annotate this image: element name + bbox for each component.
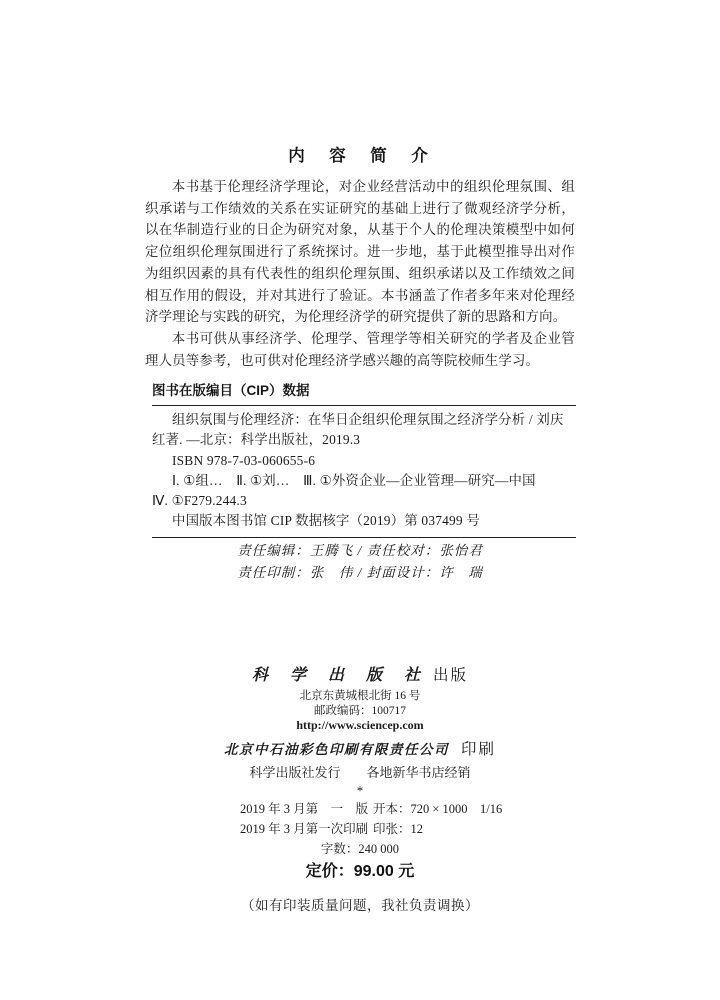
publisher-postcode: 邮政编码：100717 xyxy=(314,704,406,717)
publisher-suffix: 出版 xyxy=(433,667,469,684)
format-size: 开本：720 × 1000 1/16 xyxy=(373,802,503,816)
printing-date: 2019 年 3 月第一次印刷 xyxy=(240,821,369,836)
word-count: 字数：240 000 xyxy=(320,842,400,856)
sheet-count: 印张：12 xyxy=(373,821,424,836)
cip-bottom-rule xyxy=(152,537,576,538)
cip-classification-line-continued: Ⅳ. ①F279.244.3 xyxy=(152,493,247,509)
cip-data-section xyxy=(152,379,576,538)
printer-line xyxy=(0,737,720,759)
edition-format-row xyxy=(240,800,720,839)
printer-script-name: 北京中石油彩色印刷有限责任公司 xyxy=(223,742,449,757)
staff-credits xyxy=(0,540,720,584)
content-summary-section xyxy=(145,142,575,371)
separator-asterisk: * xyxy=(356,783,364,798)
printing-cover-design-line: 责任印制：张 伟 / 封面设计：许 瑞 xyxy=(237,565,483,580)
cip-record-number: 中国版本图书馆 CIP 数据核字（2019）第 037499 号 xyxy=(172,513,480,529)
edition-date: 2019 年 3 月第 一 版 xyxy=(240,802,369,816)
publisher-line xyxy=(0,662,720,685)
publisher-website: http://www.sciencep.com xyxy=(296,718,424,732)
publisher-address: 北京东黄城根北街 16 号 xyxy=(299,690,421,702)
editor-proofreader-line: 责任编辑：王腾飞 / 责任校对：张怡君 xyxy=(237,543,483,558)
cip-title-line: 组织氛围与伦理经济：在华日企组织伦理氛围之经济学分析 / 刘庆 xyxy=(172,412,564,427)
cip-top-rule xyxy=(152,405,576,406)
colophon-section xyxy=(0,662,720,914)
quality-exchange-note: （如有印装质量问题，我社负责调换） xyxy=(241,898,479,913)
cip-classification-line: Ⅰ. ①组… Ⅱ. ①刘… Ⅲ. ①外资企业—企业管理—研究—中国 xyxy=(172,472,536,488)
cip-title-line-continued: 红著. —北京：科学出版社，2019.3 xyxy=(152,432,361,448)
content-summary-title: 内 容 简 介 xyxy=(288,147,432,165)
printer-suffix: 印刷 xyxy=(460,741,496,758)
distribution-line: 科学出版社发行 各地新华书店经销 xyxy=(249,765,471,780)
publisher-script-name: 科 学 出 版 社 xyxy=(251,667,429,684)
summary-paragraph-2: 本书可供从事经济学、伦理学、管理学等相关研究的学者及企业管理人员等参考，也可供对伦理经济学感兴趣的高等院校师生学习。 xyxy=(145,330,575,368)
summary-paragraph-1: 本书基于伦理经济学理论，对企业经营活动中的组织伦理氛围、组织承诺与工作绩效的关系在实证研究的基础上进行了微观经济学分析，以在华制造行业的日企为研究对象，从基于个人的伦理决策模型中如何定位组织伦理氛围进行了系统探讨。进一步地，基于此模型推导出对作为组织因素的具有代表性的组织伦理氛围、组织承诺以及工作绩效之间相互作用的假设，并对其进行了验证。本书涵盖了作者多年来对伦理经济学理论与实践的研究，为伦理经济学的研究提供了新的思路和方向。 xyxy=(145,179,575,325)
cip-isbn: ISBN 978-7-03-060655-6 xyxy=(172,452,316,468)
price: 定价：99.00 元 xyxy=(305,863,415,880)
cip-header: 图书在版编目（CIP）数据 xyxy=(152,383,310,398)
